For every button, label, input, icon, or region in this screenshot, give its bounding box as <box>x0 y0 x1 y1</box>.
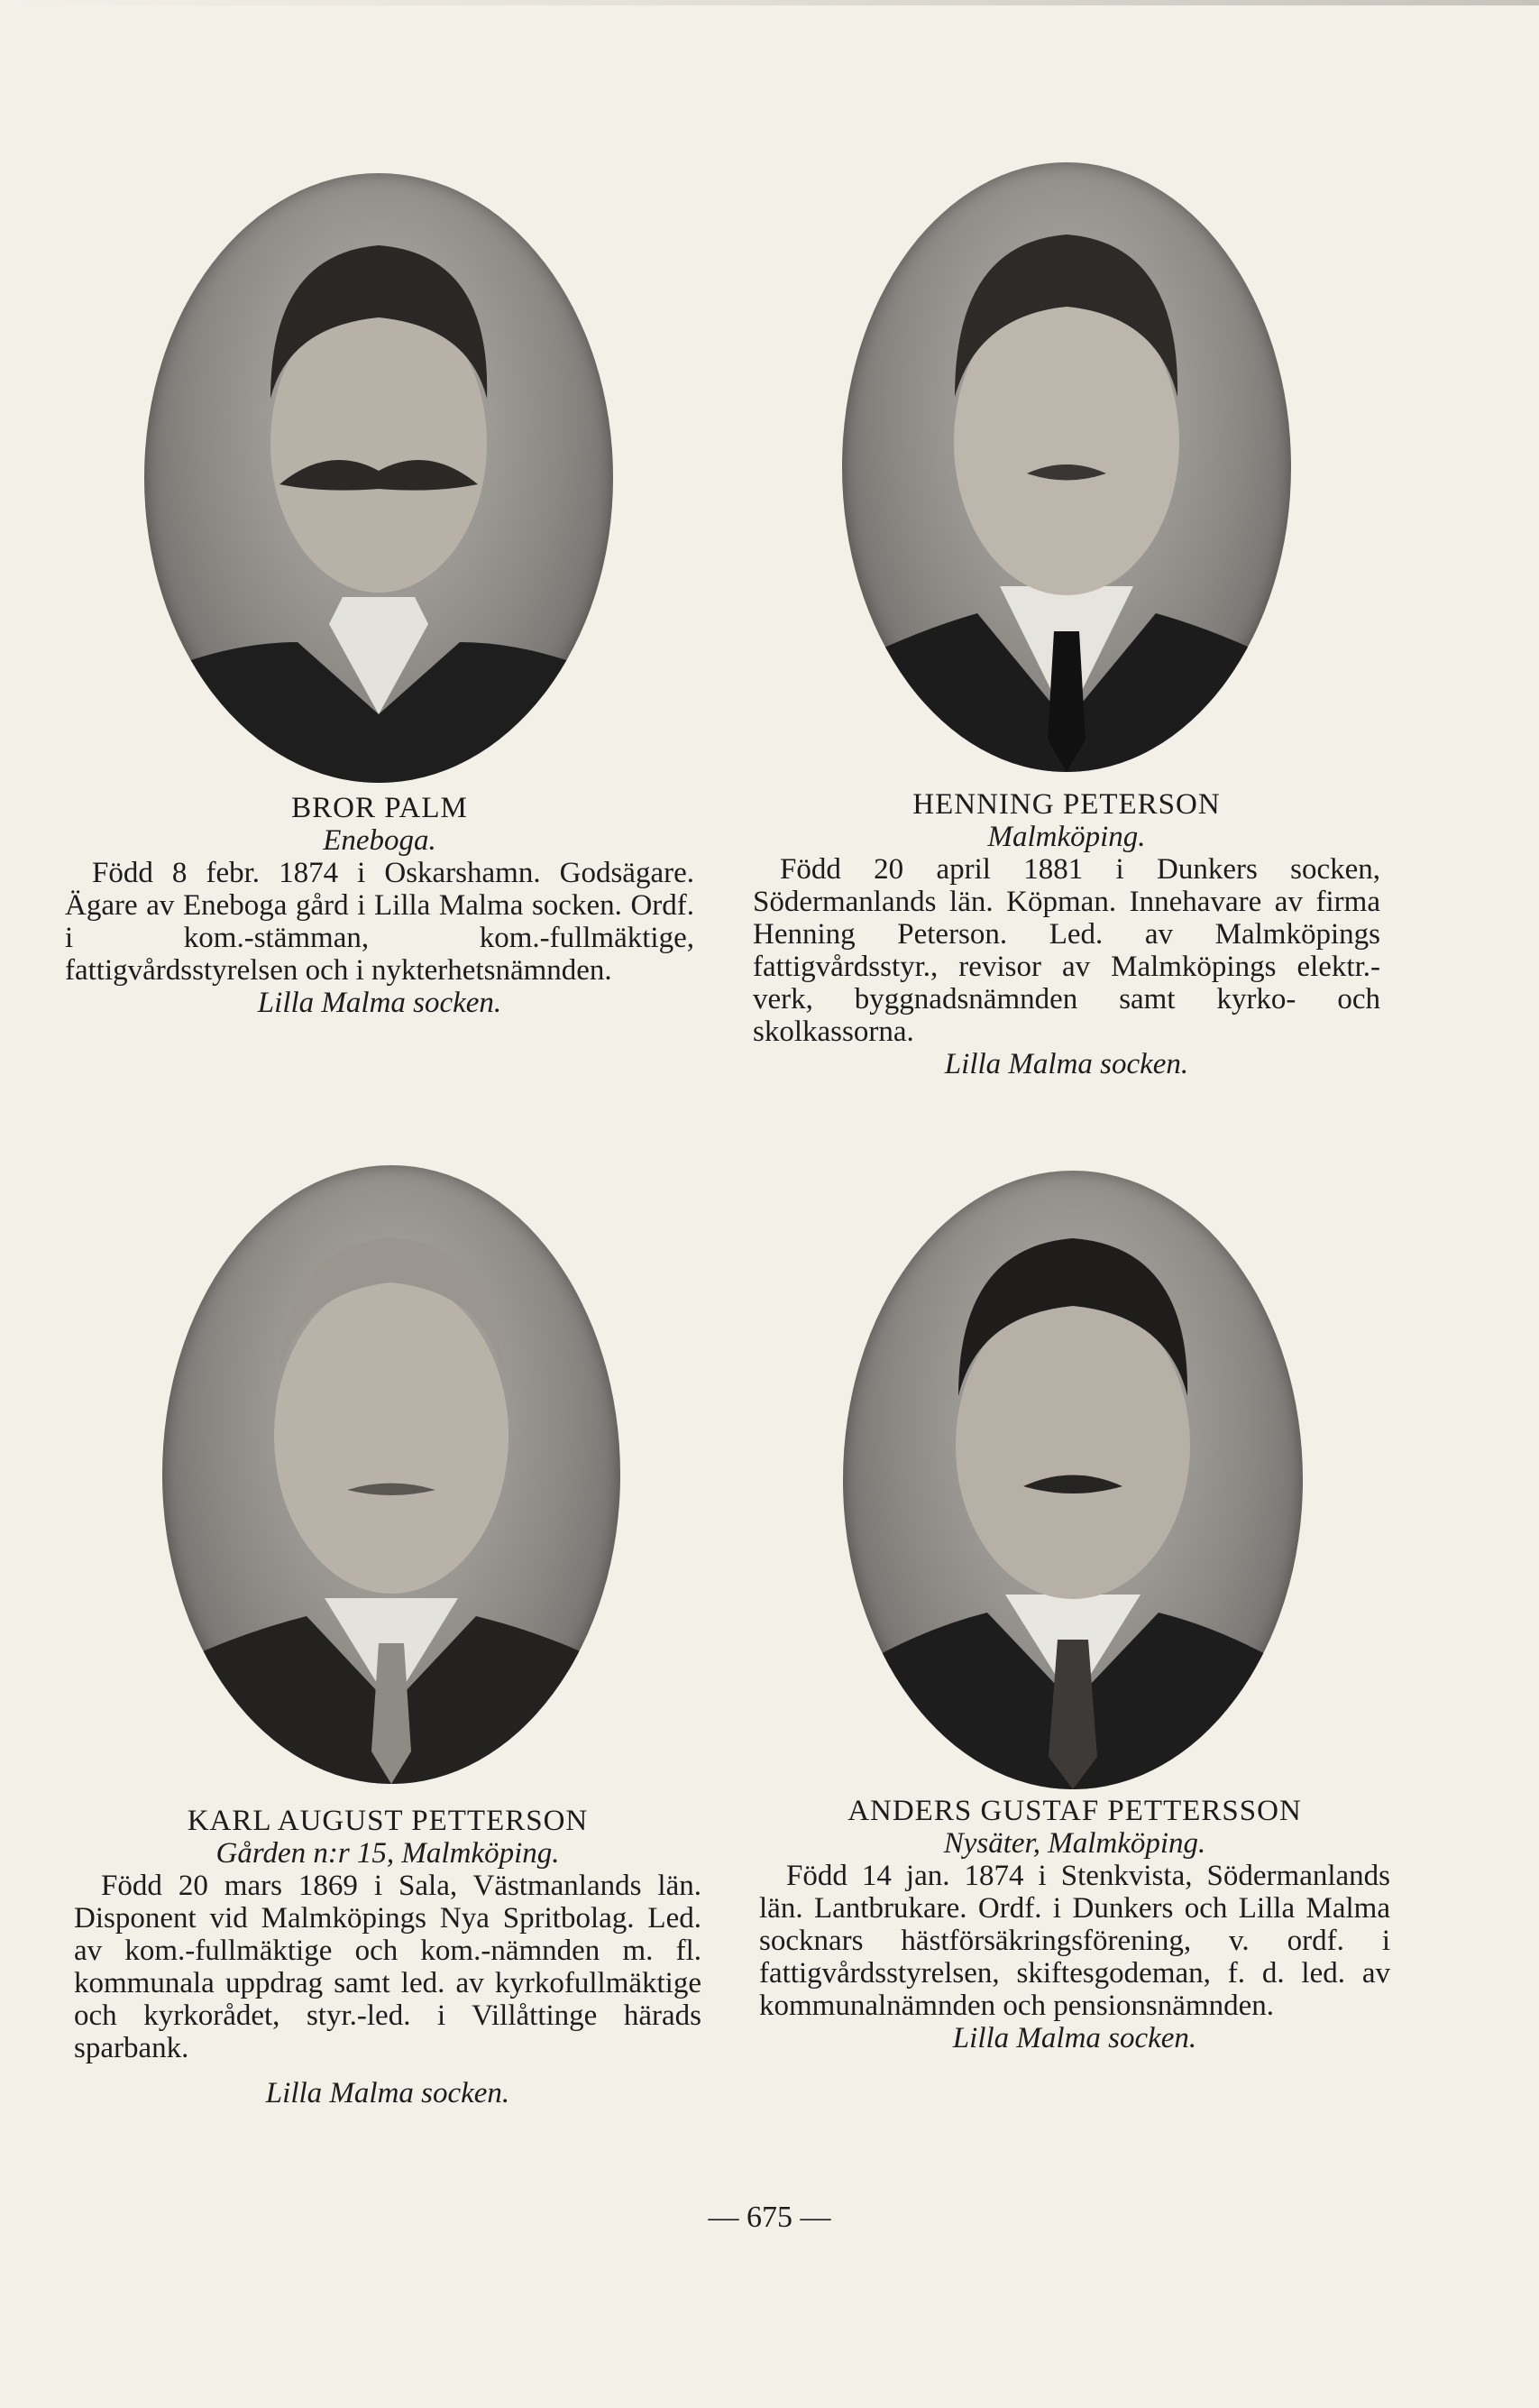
person-name: ANDERS GUSTAF PETTERSSON <box>847 1795 1302 1827</box>
caption-anders-gustaf-pettersson <box>759 1795 1390 2054</box>
person-place: Eneboga. <box>323 824 436 857</box>
person-parish: Lilla Malma socken. <box>265 2077 510 2109</box>
portrait-bror-palm <box>144 173 613 783</box>
portrait-anders-gustaf-pettersson <box>843 1171 1303 1789</box>
person-name: HENNING PETERSON <box>912 788 1221 821</box>
caption-bror-palm <box>65 792 694 1019</box>
page-number: — 675 — <box>708 2201 831 2234</box>
person-biography: Född 8 febr. 1874 i Oskarshamn. Godsägare. Ägare av Eneboga gård i Lilla Malma socken. Ordf. i kom.-stämman, kom.-fullmäktige, fattigvårdsstyrelsen och i nykterhetsnämnden. <box>65 857 694 987</box>
portrait-henning-peterson <box>842 162 1291 772</box>
person-biography: Född 20 mars 1869 i Sala, Västmanlands län. Disponent vid Malmköpings Nya Spritbolag. Led. av kom.-fullmäktige och kom.-nämnden m. fl. kommunala uppdrag samt led. av kyrkofullmäktige och kyrkorådet, styr.-led. i Villåttinge härads sparbank. <box>74 1870 701 2064</box>
top-edge <box>0 0 1539 5</box>
person-place: Nysäter, Malmköping. <box>943 1827 1206 1860</box>
person-biography: Född 14 jan. 1874 i Stenkvista, Södermanlands län. Lantbrukare. Ordf. i Dunkers och Lilla Malma socknars hästförsäkringsförening, v. ordf. i fattigvårdsstyrelsen, skiftesgodeman, f. d. led. av kommunalnämnden och pensionsnämnden. <box>759 1860 1390 2022</box>
person-parish: Lilla Malma socken. <box>944 1048 1189 1080</box>
caption-henning-peterson <box>753 788 1380 1080</box>
person-place: Gården n:r 15, Malmköping. <box>215 1837 560 1870</box>
person-parish: Lilla Malma socken. <box>952 2022 1197 2054</box>
person-biography: Född 20 april 1881 i Dunkers socken, Södermanlands län. Köpman. Innehavare av firma Henning Peterson. Led. av Malmköpings fattigvårdsstyr., revisor av Malmköpings elektr.-verk, byggnadsnämnden samt kyrko- och skolkassorna. <box>753 853 1380 1048</box>
person-name: KARL AUGUST PETTERSON <box>187 1805 589 1837</box>
person-place: Malmköping. <box>987 821 1146 853</box>
caption-karl-august-petterson <box>74 1805 701 2109</box>
person-name: BROR PALM <box>291 792 468 824</box>
portrait-karl-august-petterson <box>162 1165 620 1784</box>
person-parish: Lilla Malma socken. <box>257 987 502 1019</box>
